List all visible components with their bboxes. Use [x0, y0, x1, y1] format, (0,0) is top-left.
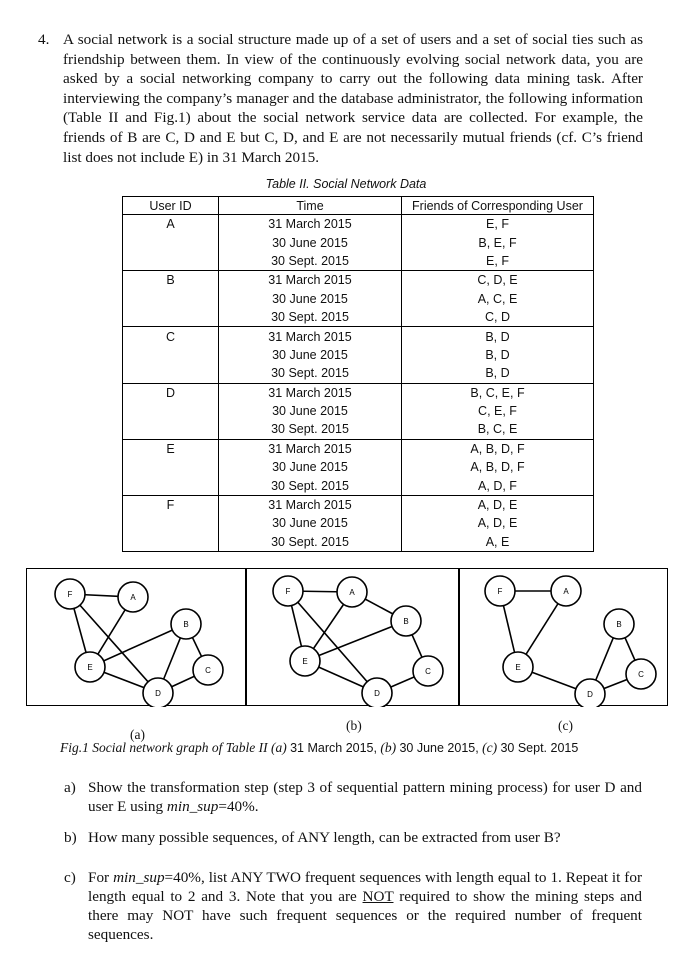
- user-id-cell: A: [123, 215, 219, 234]
- friends-cell: C, E, F: [402, 402, 594, 420]
- friends-cell: A, B, D, F: [402, 439, 594, 458]
- time-cell: 30 June 2015: [219, 290, 402, 308]
- time-cell: 30 Sept. 2015: [219, 308, 402, 327]
- friends-cell: B, C, E: [402, 420, 594, 439]
- graph-b: [247, 569, 460, 707]
- user-id-cell: [123, 476, 219, 495]
- graph-c: [460, 569, 669, 707]
- user-id-cell: F: [123, 495, 219, 514]
- node-label-F: F: [497, 587, 503, 596]
- time-cell: 30 Sept. 2015: [219, 533, 402, 552]
- user-id-cell: [123, 346, 219, 364]
- user-id-cell: [123, 533, 219, 552]
- node-label-D: D: [155, 689, 161, 698]
- caption-date-b: 30 June 2015,: [399, 741, 479, 755]
- figure-caption: [60, 740, 578, 756]
- min-sup-term: min_sup: [166, 798, 219, 815]
- subquestion-a-value: =40%.: [218, 798, 259, 815]
- user-id-cell: [123, 290, 219, 308]
- subquestion-b-label: b): [64, 829, 77, 846]
- table-row: [123, 308, 594, 327]
- time-cell: 30 Sept. 2015: [219, 476, 402, 495]
- panel-label-a: (a): [130, 727, 145, 742]
- time-cell: 30 Sept. 2015: [219, 420, 402, 439]
- friends-cell: C, D, E: [402, 271, 594, 290]
- edge-F-D: [288, 591, 377, 693]
- friends-cell: B, D: [402, 346, 594, 364]
- user-id-cell: C: [123, 327, 219, 346]
- user-id-cell: [123, 233, 219, 251]
- header-user-id: User ID: [123, 197, 219, 215]
- subquestion-c-post: required to show the mining steps and there may NOT have such frequent sequences or the required number of frequent sequences.: [88, 888, 642, 943]
- time-cell: 31 March 2015: [219, 215, 402, 234]
- node-label-C: C: [425, 667, 431, 676]
- time-cell: 30 Sept. 2015: [219, 252, 402, 271]
- node-label-E: E: [515, 663, 521, 672]
- caption-label-b: (b): [380, 740, 397, 755]
- time-cell: 31 March 2015: [219, 495, 402, 514]
- caption-prefix: Fig.1 Social network graph of Table II (a): [60, 740, 287, 755]
- caption-date-a: 31 March 2015,: [290, 741, 377, 755]
- node-label-D: D: [587, 690, 593, 699]
- subquestion-c-text: =40%, list ANY TWO frequent sequences with length equal to 1. Repeat it for length equal to 2 and 3. Note that you are: [88, 869, 643, 905]
- node-label-E: E: [302, 657, 308, 666]
- table-row: [123, 364, 594, 383]
- friends-cell: B, D: [402, 364, 594, 383]
- friends-cell: A, D, E: [402, 514, 594, 532]
- user-id-cell: B: [123, 271, 219, 290]
- table-row: [123, 439, 594, 458]
- subquestion-b-text: How many possible sequences, of ANY length, can be extracted from user B?: [88, 829, 561, 846]
- table-row: [123, 533, 594, 552]
- panel-label-c: (c): [558, 718, 573, 733]
- user-id-cell: [123, 308, 219, 327]
- time-cell: 30 June 2015: [219, 458, 402, 476]
- panel-label-b: (b): [346, 718, 362, 733]
- user-id-cell: [123, 364, 219, 383]
- table-row: [123, 402, 594, 420]
- friends-cell: E, F: [402, 215, 594, 234]
- table-row: [123, 215, 594, 234]
- friends-cell: B, C, E, F: [402, 383, 594, 402]
- friends-cell: E, F: [402, 252, 594, 271]
- header-time: Time: [219, 197, 402, 215]
- caption-date-c: 30 Sept. 2015: [500, 741, 579, 755]
- user-id-cell: [123, 420, 219, 439]
- table-row: [123, 290, 594, 308]
- node-label-C: C: [205, 666, 211, 675]
- graph-panel-c: [459, 568, 668, 706]
- user-id-cell: E: [123, 439, 219, 458]
- node-label-D: D: [374, 689, 380, 698]
- table-row: [123, 252, 594, 271]
- time-cell: 31 March 2015: [219, 439, 402, 458]
- table-caption: Table II. Social Network Data: [265, 177, 427, 191]
- header-friends: Friends of Corresponding User: [402, 197, 594, 215]
- min-sup-term: min_sup: [113, 869, 165, 886]
- social-network-table: [122, 196, 594, 552]
- time-cell: 30 June 2015: [219, 402, 402, 420]
- friends-cell: A, D, E: [402, 495, 594, 514]
- friends-cell: A, C, E: [402, 290, 594, 308]
- graph-panel-a: [26, 568, 246, 706]
- node-label-A: A: [349, 588, 355, 597]
- friends-cell: A, D, F: [402, 476, 594, 495]
- node-label-B: B: [403, 617, 409, 626]
- time-cell: 30 June 2015: [219, 233, 402, 251]
- node-label-A: A: [563, 587, 569, 596]
- time-cell: 30 Sept. 2015: [219, 364, 402, 383]
- time-cell: 31 March 2015: [219, 327, 402, 346]
- node-label-B: B: [616, 620, 622, 629]
- question-text: A social network is a social structure made up of a set of users and a set of social ties such as friendship between them. In view of the continuously evolving social network data, you are asked by a social networking company to carry out the following data mining task. After interviewing the company’s manager and the database administrator, the following information (Table II and Fig.1) about the social network service data are collected. For example, the friends of B are C, D and E but C, D, and E are not necessarily mutual friends (cf. C’s friend list does not include E) in 31 March 2015.: [63, 31, 643, 166]
- node-label-E: E: [87, 663, 93, 672]
- node-label-B: B: [183, 620, 189, 629]
- graph-panel-b: [246, 568, 459, 706]
- table-header-row: [123, 197, 594, 215]
- node-label-F: F: [285, 587, 291, 596]
- user-id-cell: [123, 402, 219, 420]
- subquestion-a-text: Show the transformation step (step 3 of sequential pattern mining process) for user D and user E using: [88, 779, 642, 815]
- user-id-cell: [123, 514, 219, 532]
- subquestion-b: [64, 828, 642, 847]
- graph-a: [27, 569, 247, 707]
- table-row: [123, 476, 594, 495]
- node-label-F: F: [67, 590, 73, 599]
- subquestion-c-pre: For: [88, 869, 114, 886]
- table-row: [123, 327, 594, 346]
- table-row: [123, 383, 594, 402]
- friends-cell: B, E, F: [402, 233, 594, 251]
- friends-cell: A, B, D, F: [402, 458, 594, 476]
- user-id-cell: [123, 458, 219, 476]
- time-cell: 30 June 2015: [219, 514, 402, 532]
- question-paragraph: [38, 30, 643, 167]
- time-cell: 31 March 2015: [219, 383, 402, 402]
- time-cell: 30 June 2015: [219, 346, 402, 364]
- table-body: [123, 215, 594, 552]
- friends-cell: C, D: [402, 308, 594, 327]
- subquestion-c: [64, 868, 642, 944]
- table-row: [123, 420, 594, 439]
- table-row: [123, 233, 594, 251]
- table-row: [123, 346, 594, 364]
- table-row: [123, 495, 594, 514]
- table-row: [123, 458, 594, 476]
- node-label-A: A: [130, 593, 136, 602]
- time-cell: 31 March 2015: [219, 271, 402, 290]
- friends-cell: A, E: [402, 533, 594, 552]
- node-label-C: C: [638, 670, 644, 679]
- figure-1: [26, 568, 668, 706]
- question-number: 4.: [38, 31, 50, 48]
- caption-label-c: (c): [482, 740, 498, 755]
- table-row: [123, 514, 594, 532]
- not-emphasis: NOT: [362, 888, 394, 905]
- table-row: [123, 271, 594, 290]
- friends-cell: B, D: [402, 327, 594, 346]
- subquestion-a: [64, 778, 642, 816]
- user-id-cell: D: [123, 383, 219, 402]
- subquestion-a-label: a): [64, 779, 76, 796]
- subquestion-c-label: c): [64, 869, 76, 886]
- user-id-cell: [123, 252, 219, 271]
